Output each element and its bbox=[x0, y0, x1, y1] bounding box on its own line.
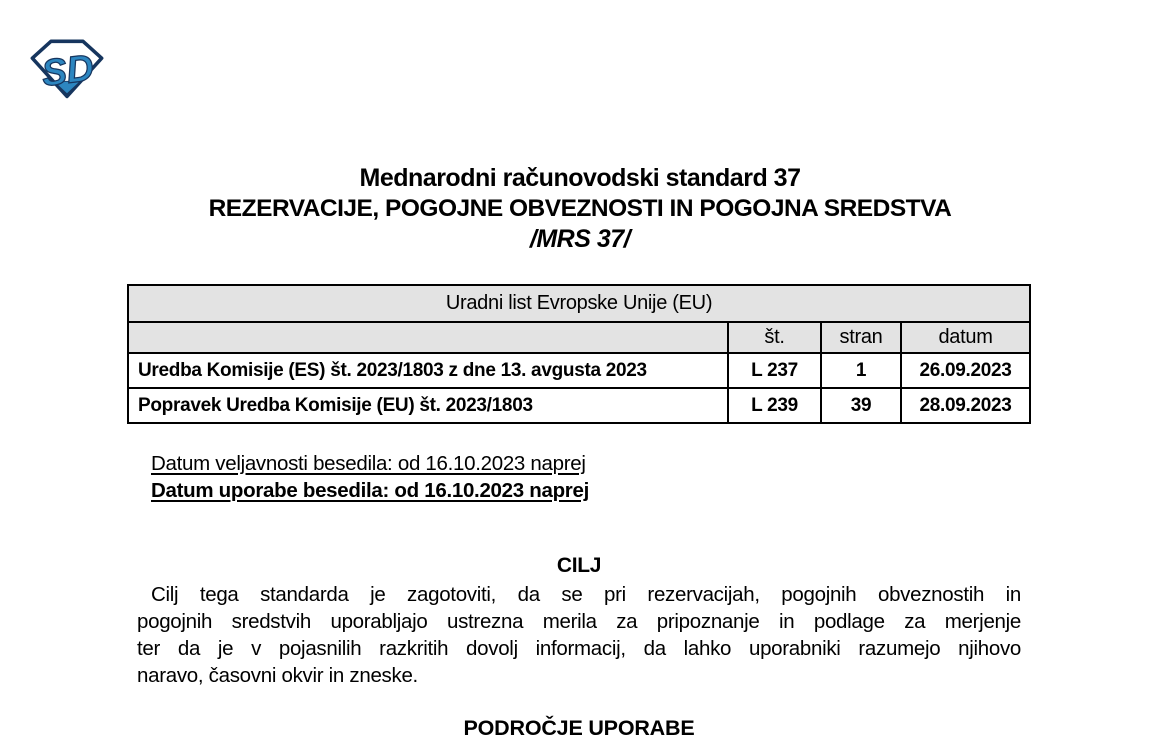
column-header-page: stran bbox=[821, 322, 901, 353]
table-caption-row bbox=[128, 285, 1030, 322]
column-header-number: št. bbox=[728, 322, 821, 353]
document-title bbox=[70, 163, 1090, 254]
validity-dates bbox=[151, 451, 589, 504]
sd-shield-logo-icon bbox=[27, 35, 107, 101]
regulation-date-cell: 26.09.2023 bbox=[901, 353, 1030, 388]
paragraph-line: naravo, časovni okvir in zneske. bbox=[137, 664, 418, 687]
table-caption: Uradni list Evropske Unije (EU) bbox=[128, 285, 1030, 322]
paragraph-line: Cilj tega standarda je zagotoviti, da se pri rezervacijah, pogojnih obveznostih in bbox=[151, 583, 1021, 606]
title-standard-subject: REZERVACIJE, POGOJNE OBVEZNOSTI IN POGOJNA SREDSTVA bbox=[208, 195, 952, 222]
column-header-empty bbox=[128, 322, 728, 353]
regulation-number-cell: L 239 bbox=[728, 388, 821, 423]
table-row bbox=[128, 353, 1030, 388]
application-date-line: Datum uporabe besedila: od 16.10.2023 naprej bbox=[151, 478, 589, 502]
column-header-date: datum bbox=[901, 322, 1030, 353]
regulation-page-cell: 39 bbox=[821, 388, 901, 423]
validity-date-line: Datum veljavnosti besedila: od 16.10.2023 naprej bbox=[151, 452, 586, 475]
paragraph-line: pogojnih sredstvih uporabljajo ustrezna merila za pripoznanje in podlage za merjenje bbox=[137, 610, 1021, 633]
svg-text:SD: SD bbox=[39, 46, 96, 95]
section-heading-cilj: CILJ bbox=[556, 554, 602, 577]
title-standard-name: Mednarodni računovodski standard 37 bbox=[359, 164, 801, 192]
cilj-paragraph bbox=[137, 581, 1021, 689]
regulation-date-cell: 28.09.2023 bbox=[901, 388, 1030, 423]
regulation-number-cell: L 237 bbox=[728, 353, 821, 388]
official-journal-table bbox=[127, 284, 1031, 424]
regulation-page-cell: 1 bbox=[821, 353, 901, 388]
title-standard-code: /MRS 37/ bbox=[529, 225, 631, 253]
table-header-row bbox=[128, 322, 1030, 353]
table-row bbox=[128, 388, 1030, 423]
paragraph-line: ter da je v pojasnilih razkritih dovolj informacij, da lahko uporabniki razumejo njihovo bbox=[137, 637, 1021, 660]
regulation-title-cell: Uredba Komisije (ES) št. 2023/1803 z dne 13. avgusta 2023 bbox=[128, 353, 728, 388]
regulation-title-cell: Popravek Uredba Komisije (EU) št. 2023/1803 bbox=[128, 388, 728, 423]
section-heading-podrocje-uporabe: PODROČJE UPORABE bbox=[463, 716, 695, 740]
